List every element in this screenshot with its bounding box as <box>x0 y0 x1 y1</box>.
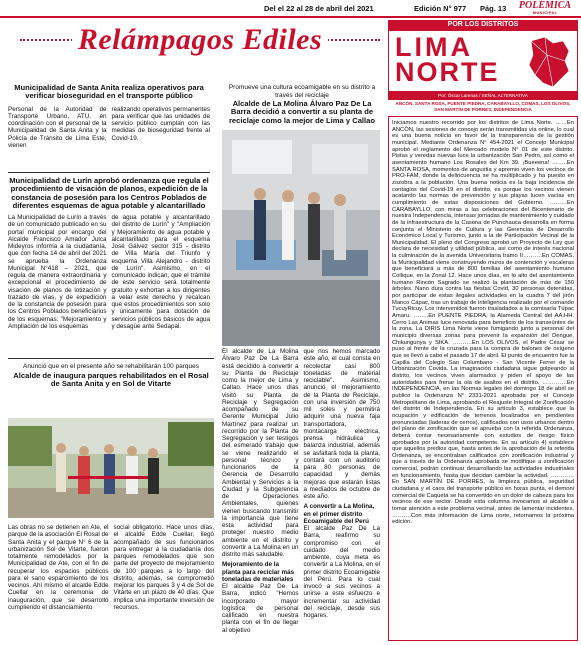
article-body <box>8 214 210 330</box>
map-icon <box>523 35 573 89</box>
article-subhead: Mejoramiento de la planta para reciclar más toneladas de materiales <box>222 561 295 583</box>
lima-norte-text: Iniciamos nuestro recorrido por los distritos de Lima Norte. ……En ANCÓN, las sesiones de concejo serán transmitidas vía online, lo cual es una buena noticia en favor de la transparencia de la gestión municipal. Mediante Ordenanza N° 454-2021 el Concejo Municipal aprobó el reglamento del Mercado modelo N° 01 de este distrito. Pistas y veredas nuevas luce la urbanización San Pedro, así como el asentamiento humano Los Rosales del Km 39. ¡Bueeena! ……..En SANTA ROSA, momentos de angustia y apremio viven los vecinos de PRO-FAM, donde la delincuencia se ha multiplicado y ha puesto en zozobra a la población. Una buena noticia es la baja incidencia de contagios del Covid-19 en el distrito, es porque los vecinos vienen acatando las normas de prevención y sus playas lucen vacías en cumplimiento de estas disposiciones del Gobierno. ………En CARABAYLLO, con miras a las celebraciones del Bicentenario de nuestra Independencia, intensas jornadas de mantenimiento y cuidado de la infraestructura de la Casona de Punchauca desarrolla en forma conjunta el Ministerio de Cultura y las Gerencias de Desarrollo Económico Local y Turismo, junto a la de Participación Vecinal de la Municipalidad. El pleno del Congreso aprobó un Proyecto de Ley que declara de necesidad y utilidad pública, así como de interés nacional la culminación de la avenida Universitaria tramo II……….En COMAS, la Municipalidad viene construyendo muros de contención y escaleras que beneficiará a más de 800 familias del asentamiento humano Collique, en la Zonal 12. Hace unos días, en lo alto del asentamiento humano Rincón Sagrado se realizó la plantación de más de 150 árboles. Nano dura contra las fiestas Covid, 30 personas detenidas, por participar de estas ilegales actividades en la cuadra 7 del jirón Manco Cápac, tras un trabajo de inteligencia realizado por el comando TucuyRicuy. Los intervenidos fueron trasladados a la comisaría Túpac Amaru. ……..En PUENTE PIEDRA, la Alameda Central del AA.HH. Cerro Las Animas luce renovada para beneficio de los transeúntes de la zona. La DIRIS Lima Norte viene fumigando junto a personal del municipio diversas zonas para prevenir la expansión del Dengue, Chikungunya y SIKA. ……….En LOS OLIVOS, el Padre César se puso al frente de la cruzada para la compra de balones de oxígeno que se llevó a cabo el pasado 17 de abril. El punto de encuentro fue la Capilla del Colegio San Columbano - San Vicente Ferrer de la Urbanización Covida. La imaginación ciudadana sigue golpeando al distrito, los vecinos viven alarmados y piden el apoyo de las autoridades para frenar la ola de asaltos en el distrito. ………….En INDEPENDENCIA, en las Normas legales del domingo 18 de abril se publicó la Ordenanza N° 2331-2021 aprobada por el Concejo Metropolitano de Lima, aprobando el Reajuste Integral de Zonificación del distrito de Independencia. En su artículo 3, establece que la ocupación y edificación de terrenos localizados en pendientes pronunciadas (laderas de cerros), calificados con usos urbanos dentro del plano de zonificación que se aprueba con la referida Ordenanza, deberá contar necesariamente con estudios de riesgo físico aprobados por la autoridad competente. En su artículo 4) establece que aquellos predios que, hasta antes de la aprobación de la referida Ordenanza, se encontraban calificados con zonificación industrial y que a través de la Ordenanza aprobada se modifique a zonificación comercial, podrán continuar desarrollando las actividades industriales en funcionamiento, hasta que decidan cambiar la actividad. …………En SAN MARTÍN DE PORRES, la limpieza pública, seguridad ciudadana y el caos del transporte público en horas punta, el demoni comercial de Caquetá se ha convertido en un dolor de cabeza para los vecinos de ese sector. Desde esta columna invocamos al alcalde a tomar atención a este problema vecinal, antes de lamentar incidentes. ……….Con más información de Lima norte, retornamos la próxima edición. <box>392 120 574 526</box>
article-kicker: Promueve una cultura ecoamigable en su distrito a través del reciclaje <box>228 84 376 99</box>
article-col-1b: El alcalde Paz De La Barra, indicó "Hemos incorporado mayor logística de personal calificado en nuestra planta con el fin de llegar al objetivo <box>222 583 299 634</box>
article-ate-parques <box>8 358 214 388</box>
issue-date: Del el 22 al 28 de abril del 2021 <box>264 3 374 13</box>
recycling-plant-photo <box>222 130 380 346</box>
header-rule <box>0 16 581 18</box>
section-banner <box>20 20 380 60</box>
article-col-1: Personal de la Autoridad de Transporte Urbano, ATU, en coordinación con el personal de la Municipalidad de Santa Anita y la Policía de Tránsito de Lima Este, vienen <box>8 105 107 149</box>
divider <box>8 172 210 173</box>
article-col-1: Las obras no se detienen en Ate, el parque de la asociación El Rosal de Santa Anita y el parque N° 6 de la urbanización Sol de Vitarte, fueron totalmente remodelados por la Municipalidad de Ate, con el fin de recuperar los espacios públicos para el sano esparcimiento de los vecinos. Ahí mismo el alcalde Edde Cuellar en la ceremonia de inauguración, que se desarrolló cumpliendo el distanciamiento <box>8 524 109 611</box>
page-number: Pág. 13 <box>480 3 507 13</box>
article-la-molina-header <box>222 84 382 125</box>
article-body <box>222 348 380 634</box>
parque-inauguration-photo <box>8 418 214 518</box>
lima-norte-top-label: POR LOS DISTRITOS <box>388 20 578 30</box>
article-col-1: El alcalde de La Molina Álvaro Paz De La Barra está decidido a convertir a su Planta de Reciclaje como la mejor de Lima y Callao. Hace unos días visitó su Planta de Reciclaje y Segregación acompañado de su Gerente Municipal Julio Martínez para realizar un recorrido por la Planta de Segregación y ser testigos del esmerado trabajo que se viene realizando el personal técnico y funcionarios de la Gerencia de Desarrollo Ambiental y Servicios a la Ciudad y la Subgerencia de Operaciones Ambientales, quienes vienen buscando transmitir la importancia que tiene esta actividad para proteger nuestro medio ambiente en el distrito y convertir a La Molina en un distrito más saludable. <box>222 348 299 558</box>
logo-line-lima: LIMA <box>395 32 473 62</box>
article-col-2: de agua potable y alcantarillado del distrito de Lurín" y "Ampliación y Mejoramiento de agua potable y alcantarillado para el esquema José Gálvez sector 315 - distrito de Villa María del Triunfo y esquema Villa Alejandro - distrito de Lurín". Asimismo, en el comunicado indican, que el trámite de este servicio será totalmente gratuito y exhortan a los dirigentes a velar este derecho y recalcan que estos procedimientos son solo y únicamente para dotación de servicios públicos básicos de agua y desagüe ante Sedapal. <box>111 214 210 330</box>
divider <box>8 358 214 359</box>
photo-illustration <box>8 418 214 518</box>
lima-norte-logo <box>388 30 578 92</box>
article-santa-anita <box>8 84 210 149</box>
article-headline: Alcalde de La Molina Álvaro Paz De La Barra decidió a convertir a su planta de reciclaje como la mejor de Lima y Callao <box>228 99 376 125</box>
article-body <box>8 524 214 611</box>
article-headline: Alcalde de inaugura parques rehabilitados en el Rosal de Santa Anita y en Sol de Vitarte <box>13 370 209 388</box>
article-col-2: que nos hemos marcado este año, el cual consta en recolectar casi 800 toneladas de material reciclable". Asimismo, anunció el mejoramiento de la Planta de Reciclaje, con una inversión de 750 mil soles y permitirá adquirir una nueva faja transportadora, montacarga eléctrica, prensa hidráulica y balanza industrial, además se asfaltará toda la planta, contará con un auditorio para 80 personas de capacidad y demás mejoras que estarán listas a mediados de octubre de este año. <box>303 348 380 500</box>
article-kicker: Anunció que en el presente año se rehabilitarán 100 parques <box>23 363 199 370</box>
article-col-2b: El alcalde Paz De La Barra, reafirmo su compromiso con el cuidado del medio ambiente, cuya meta es convertir a La Molina, en el primer distrito Ecoamigable del Perú. Para lo cual invocó a sus vecinos a unirse a este esfuerzo e incrementar su actividad del reciclaje, desde sus hogares. <box>303 525 380 620</box>
top-bar <box>0 0 581 16</box>
logo-main-text: POLÉMICA <box>518 0 572 11</box>
logo-sub-text: MUNICIPAL <box>532 10 558 15</box>
column-byline: Por: Óscar Larenas / SEÑAL ALTERNATIVA <box>388 92 578 100</box>
polemica-logo <box>512 1 578 15</box>
edition-number: Edición N° 977 <box>414 3 467 13</box>
lima-norte-body <box>388 116 578 641</box>
article-col-2: social obligatorio. Hace unos días, el alcalde Edde Cuellar, llegó acompañado de sus funcionarios para entregar a la ciudadanía dos parques remodelados que son parte del proyecto de mejoramiento de 100 parques a lo largo del distrito, además, se comprometió mejorar los parques 3 y 4 de Sol de Vitarte en un plazo de 40 días. Que implica una importante inversión de recursos. <box>113 524 214 611</box>
logo-line-norte: NORTE <box>395 57 500 87</box>
article-lurin <box>8 172 210 330</box>
article-col-2: realizando operativos permanentes para verificar que las unidades de servicio público cumplan con las medidas de bioseguridad frente al Covid-19. <box>111 105 210 142</box>
article-headline: Municipalidad de Santa Anita realiza operativos para verificar bioseguridad en el transporte público <box>14 83 204 101</box>
article-subhead: A convertir a La Molina, en el primer distrito Ecoamigable del Perú <box>303 503 375 525</box>
district-list: ANCÓN, SANTA ROSA, PUENTE PIEDRA, CARABAYLLO, COMAS, LOS OLIVOS, SAN MARTÍN DE PORRES, INDEPENDENCIA <box>395 101 571 112</box>
section-title: Relámpagos Ediles <box>72 23 328 57</box>
article-col-1: La Municipalidad de Lurín a través de un comunicado publicado en su portal municipal por encargo del Alcalde Francisco Amador Julca Mideyros informa a la ciudadanía, que con fecha 14 de abril del 2021 se aprueba la Ordenanza Municipal N°418 – 2021, que regula de manera extraordinaria y excepcional el procedimiento de visación de planos de lotización y trazado de vías, y de expedición de la constancia de posesión para los Centros Poblados beneficiarios de los esquemas: "Mejoramiento y Ampliación de los esquemas <box>8 214 107 330</box>
lima-norte-column <box>388 20 578 641</box>
photo-illustration <box>222 130 380 346</box>
article-headline: Municipalidad de Lurín aprobó ordenanza que regula el procedimiento de visación de planos, expedición de la constancia de posesión para los Centros Poblados de diferentes esquemas de agua potable y alcantarillado <box>9 176 209 210</box>
article-body <box>8 106 210 150</box>
